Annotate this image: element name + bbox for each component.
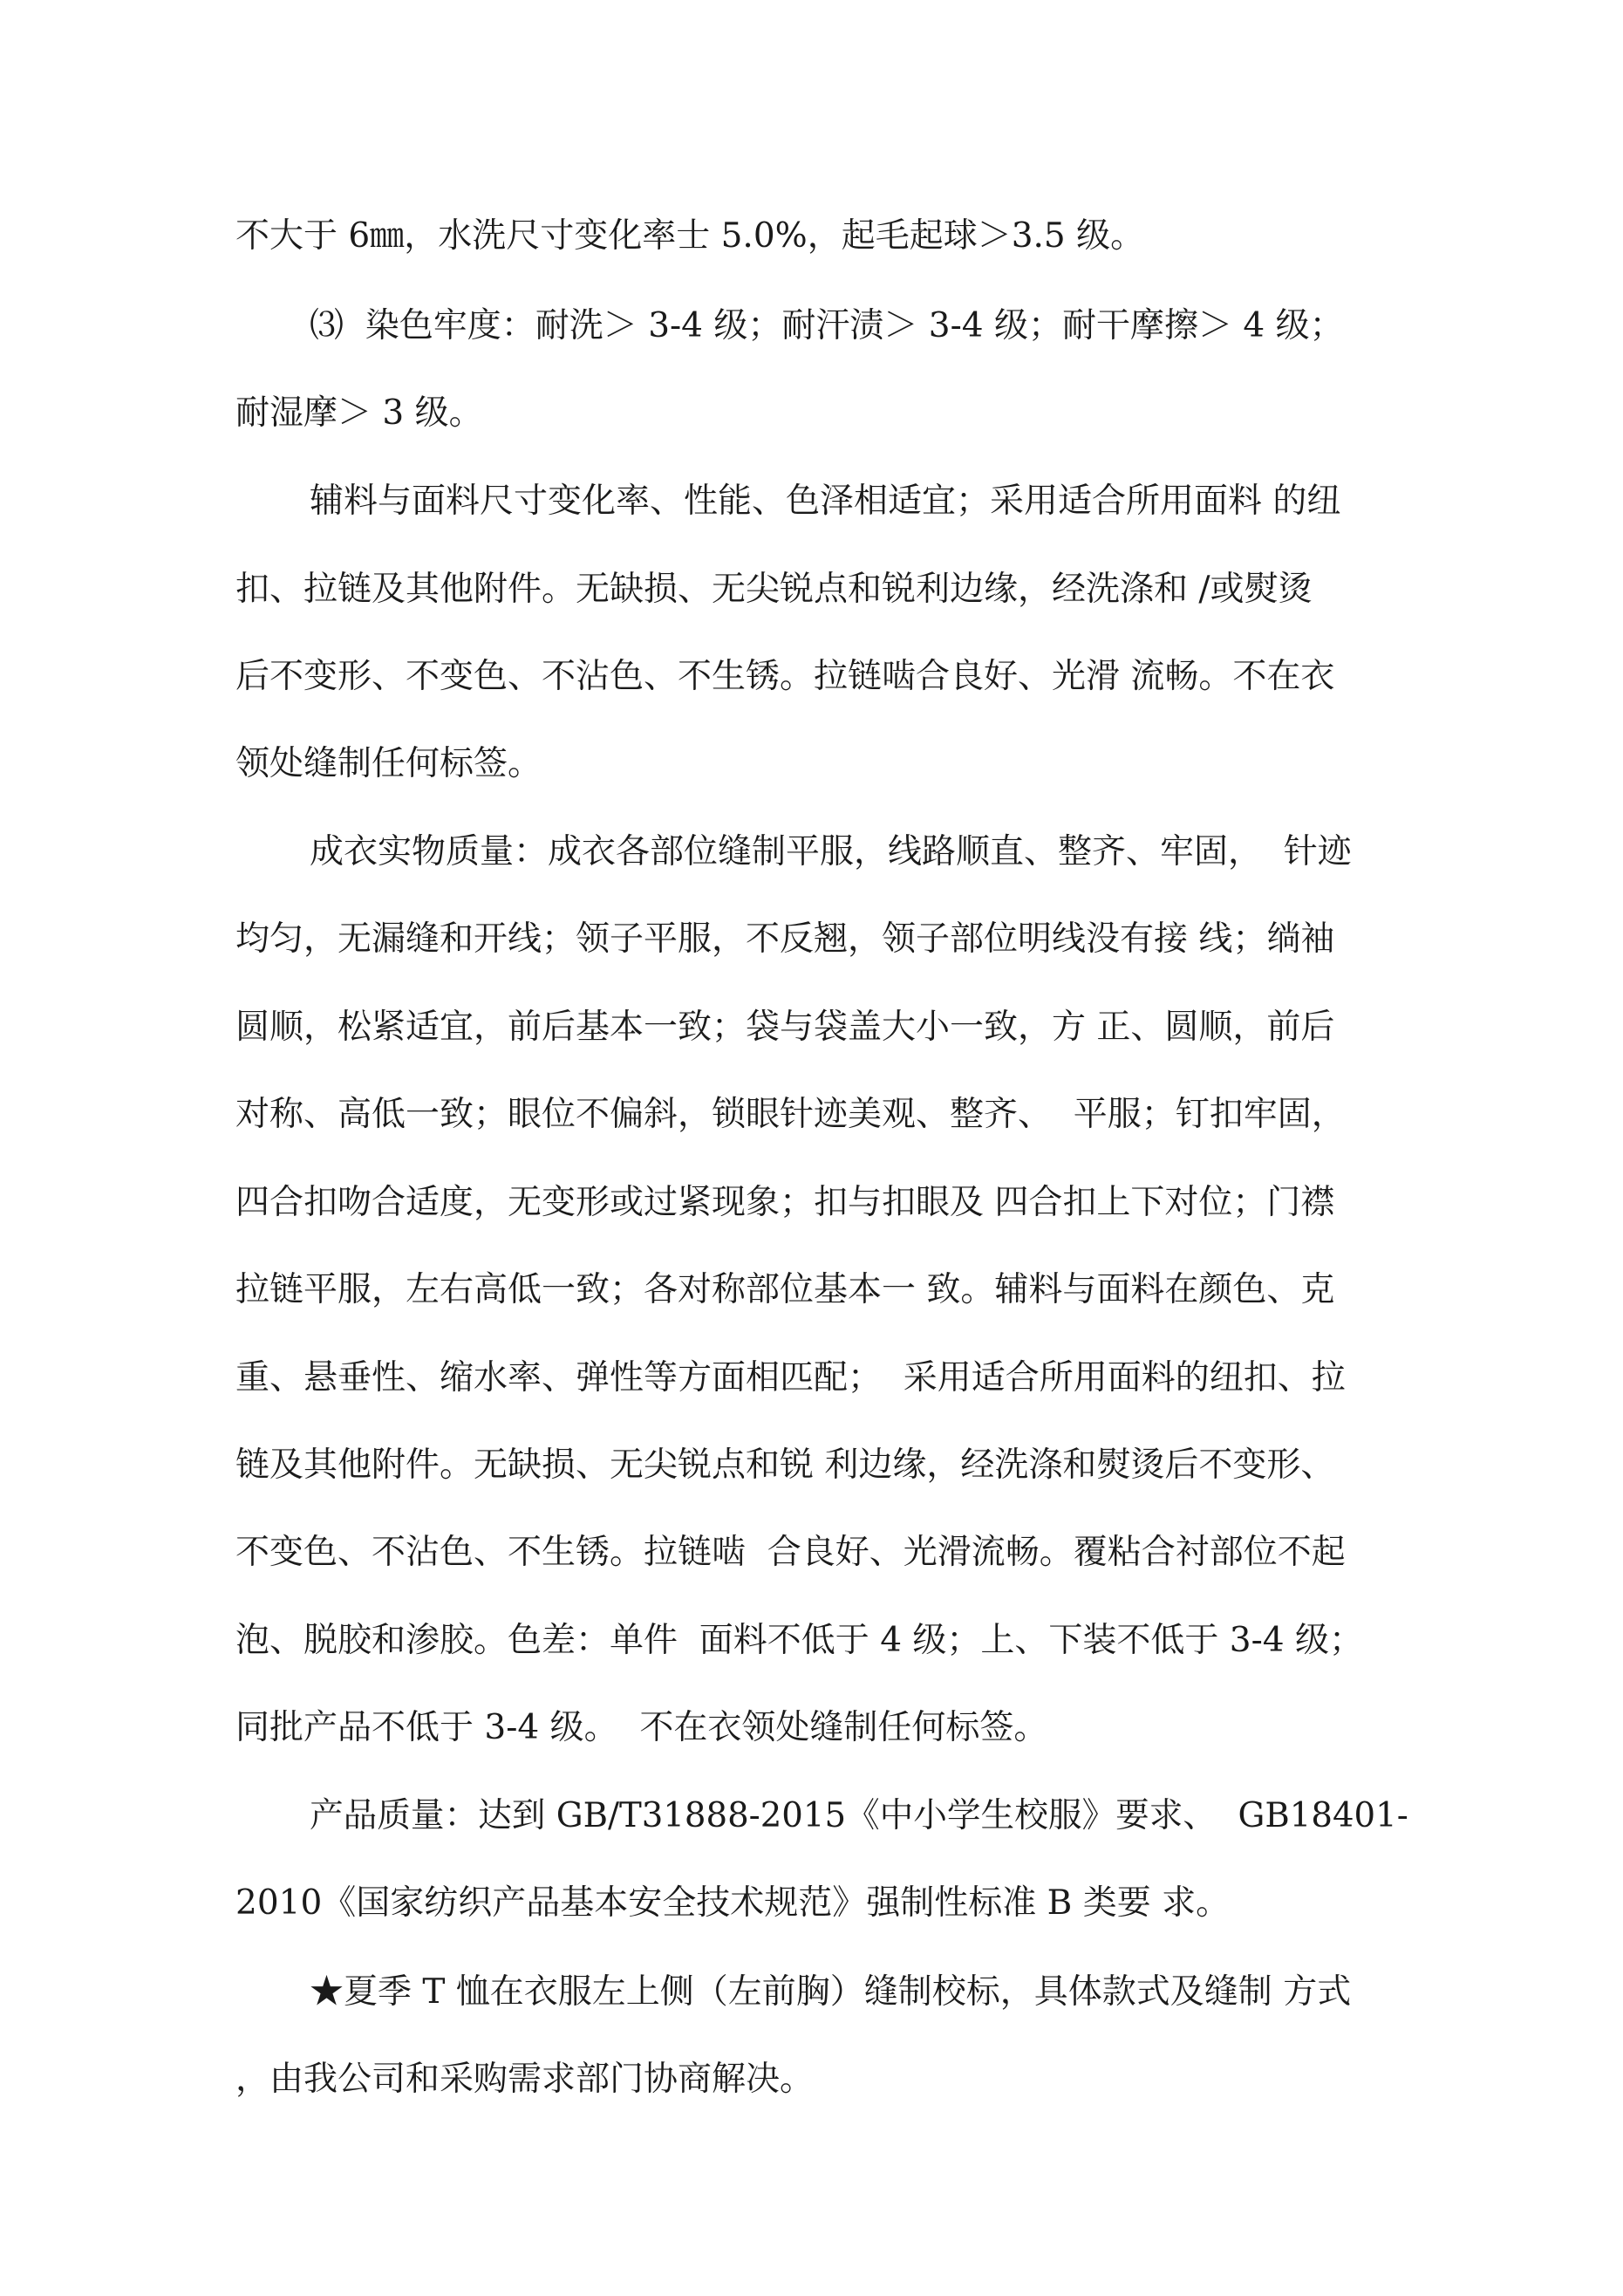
text-line: 辅料与面料尺寸变化率、性能、色泽相适宜；采用适合所用面料 的纽: [310, 482, 1341, 521]
text-line: 不变色、不沾色、不生锈。拉链啮 合良好、光滑流畅。覆粘合衬部位不起: [235, 1533, 1346, 1572]
text-line: 均匀，无漏缝和开线；领子平服，不反翘，领子部位明线没有接 线；绱袖: [235, 919, 1335, 959]
text-line: ★夏季 T 恤在衣服左上侧（左前胸）缝制校标，具体款式及缝制 方式: [310, 1972, 1352, 2012]
text-line: 对称、高低一致；眼位不偏斜，锁眼针迹美观、整齐、 平服；钉扣牢固，: [235, 1095, 1346, 1134]
text-line: 耐湿摩＞ 3 级。: [235, 393, 483, 433]
text-line: ⑶ 染色牢度：耐洗＞ 3-4 级；耐汗渍＞ 3-4 级；耐干摩擦＞ 4 级；: [310, 306, 1344, 345]
text-line: 后不变形、不变色、不沾色、不生锈。拉链啮合良好、光滑 流畅。不在衣: [235, 657, 1335, 696]
text-line: 不大于 6㎜，水洗尺寸变化率士 5.0%，起毛起球＞3.5 级。: [235, 216, 1145, 256]
text-line: 链及其他附件。无缺损、无尖锐点和锐 利边缘，经洗涤和熨烫后不变形、: [235, 1445, 1335, 1485]
text-line: 领处缝制任何标签。: [235, 744, 542, 783]
text-line: 重、悬垂性、缩水率、弹性等方面相匹配； 采用适合所用面料的纽扣、拉: [235, 1358, 1346, 1397]
text-line: 同批产品不低于 3-4 级。 不在衣领处缝制任何标签。: [235, 1708, 1048, 1747]
text-line: 产品质量：达到 GB/T31888-2015《中小学生校服》要求、 GB18401-: [310, 1796, 1408, 1835]
text-line: 四合扣吻合适度，无变形或过紧现象；扣与扣眼及 四合扣上下对位；门襟: [235, 1183, 1335, 1222]
text-line: 2010《国家纺织产品基本安全技术规范》强制性标准 B 类要 求。: [235, 1883, 1231, 1923]
text-line: 泡、脱胶和渗胶。色差：单件 面料不低于 4 级；上、下装不低于 3-4 级；: [235, 1621, 1363, 1660]
text-line: 圆顺，松紧适宜，前后基本一致；袋与袋盖大小一致，方 正、圆顺，前后: [235, 1008, 1335, 1047]
text-line: 拉链平服，左右高低一致；各对称部位基本一 致。辅料与面料在颜色、克: [235, 1270, 1335, 1309]
text-line: 扣、拉链及其他附件。无缺损、无尖锐点和锐利边缘，经洗涤和 /或熨烫: [235, 570, 1313, 609]
text-line: 成衣实物质量：成衣各部位缝制平服，线路顺直、整齐、牢固， 针迹: [310, 832, 1352, 871]
text-line: ，由我公司和采购需求部门协商解决。: [235, 2060, 815, 2099]
